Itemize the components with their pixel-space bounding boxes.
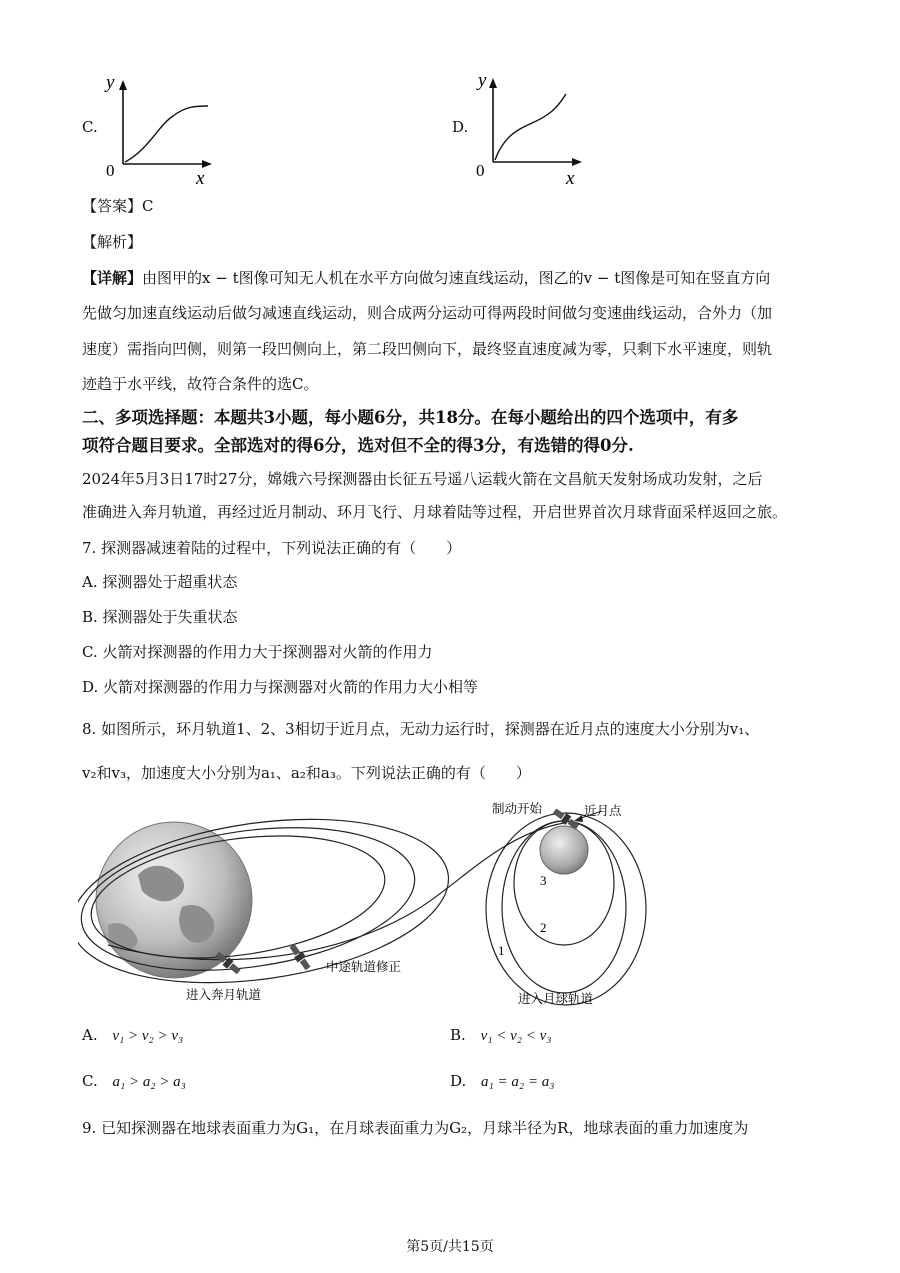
option-d-origin: 0 <box>476 161 485 180</box>
analysis-header: 【解析】 <box>82 233 143 251</box>
q7-option-c: C. 火箭对探测器的作用力大于探测器对火箭的作用力 <box>82 643 433 661</box>
moon <box>540 826 588 874</box>
q8-option-c <box>82 1071 186 1092</box>
q8-option-d-letter: D. <box>450 1072 467 1090</box>
q8-option-c-letter: C. <box>82 1072 98 1090</box>
detail-line-2: 先做匀加速直线运动后做匀减速直线运动，则合成两分运动可得两段时间做匀变速曲线运动，合外力（加 <box>82 304 773 322</box>
enter-lunar-label: 进入月球轨道 <box>518 991 594 1006</box>
q7-option-a: A. 探测器处于超重状态 <box>82 573 238 591</box>
option-c-graph <box>78 68 228 188</box>
orbit-diagram <box>78 795 678 1020</box>
detail-line-3: 速度）需指向凹侧，则第一段凹侧向上，第二段凹侧向下，最终竖直速度减为零，只剩下水平速度，则轨 <box>82 340 773 358</box>
q8-option-a-expr: v₁ > v₂ > v₃ <box>112 1028 184 1044</box>
q8-option-d-expr: a₁ = a₂ = a₃ <box>481 1074 555 1090</box>
option-d-x-label: x <box>566 168 575 188</box>
option-d-graph <box>448 66 598 188</box>
option-c-x-label: x <box>196 168 205 188</box>
q8-option-a-letter: A. <box>82 1026 98 1044</box>
q8-stem-line2: v₂和v₃，加速度大小分别为a₁、a₂和a₃。下列说法正确的有（ ） <box>82 764 531 782</box>
q9-stem: 9. 已知探测器在地球表面重力为G₁，在月球表面重力为G₂，月球半径为R，地球表面的重力加速度为 <box>82 1119 749 1137</box>
q8-option-c-expr: a₁ > a₂ > a₃ <box>112 1074 186 1090</box>
enter-transfer-label: 进入奔月轨道 <box>186 987 262 1002</box>
option-c-letter: C. <box>82 118 98 136</box>
q8-stem-line1: 8. 如图所示，环月轨道1、2、3相切于近月点，无动力运行时，探测器在近月点的速度大小分别为v₁、 <box>82 720 760 738</box>
option-c-axes <box>78 68 228 188</box>
q8-option-b-letter: B. <box>450 1026 466 1044</box>
satellite-icon <box>288 943 312 972</box>
option-d-y-label: y <box>478 70 487 91</box>
intro-line-1: 2024年5月3日17时27分，嫦娥六号探测器由长征五号遥八运载火箭在文昌航天发射场成功发射，之后 <box>82 470 763 488</box>
option-d-letter: D. <box>452 118 469 136</box>
option-c-origin: 0 <box>106 161 115 180</box>
q7-option-d: D. 火箭对探测器的作用力与探测器对火箭的作用力大小相等 <box>82 678 479 696</box>
answer-line: 【答案】C <box>82 197 154 215</box>
detail-line-4: 迹趋于水平线，故符合条件的选C。 <box>82 375 319 393</box>
q8-option-d <box>450 1071 554 1092</box>
q7-stem: 7. 探测器减速着陆的过程中，下列说法正确的有（ ） <box>82 539 462 557</box>
section2-header-line1: 二、多项选择题：本题共3小题，每小题6分，共18分。在每小题给出的四个选项中，有多 <box>82 408 739 427</box>
orbit-label-2: 2 <box>540 920 547 935</box>
page-footer: 第5页/共15页 <box>406 1239 494 1255</box>
q8-option-b <box>450 1025 551 1046</box>
orbit-label-3: 3 <box>540 873 547 888</box>
option-d-axes <box>448 66 598 188</box>
q8-option-b-expr: v₁ < v₂ < v₃ <box>480 1028 552 1044</box>
perilune-label: 近月点 <box>584 803 622 818</box>
intro-line-2: 准确进入奔月轨道，再经过近月制动、环月飞行、月球着陆等过程，开启世界首次月球背面采样返回之旅。 <box>82 503 788 521</box>
midcourse-label: 中途轨道修正 <box>326 959 402 974</box>
detail-line-1 <box>82 268 770 288</box>
q7-option-b: B. 探测器处于失重状态 <box>82 608 238 626</box>
option-c-y-label: y <box>106 72 115 93</box>
orbit-label-1: 1 <box>498 943 505 958</box>
section2-header-line2: 项符合题目要求。全部选对的得6分，选对但不全的得3分，有选错的得0分. <box>82 436 634 455</box>
brake-start-label: 制动开始 <box>492 801 543 816</box>
detail-tag: 【详解】 <box>82 269 143 287</box>
detail-text-1: 由图甲的x − t图像可知无人机在水平方向做匀速直线运动，图乙的v − t图像是可知在竖直方向 <box>142 269 771 287</box>
q8-option-a <box>82 1025 183 1046</box>
